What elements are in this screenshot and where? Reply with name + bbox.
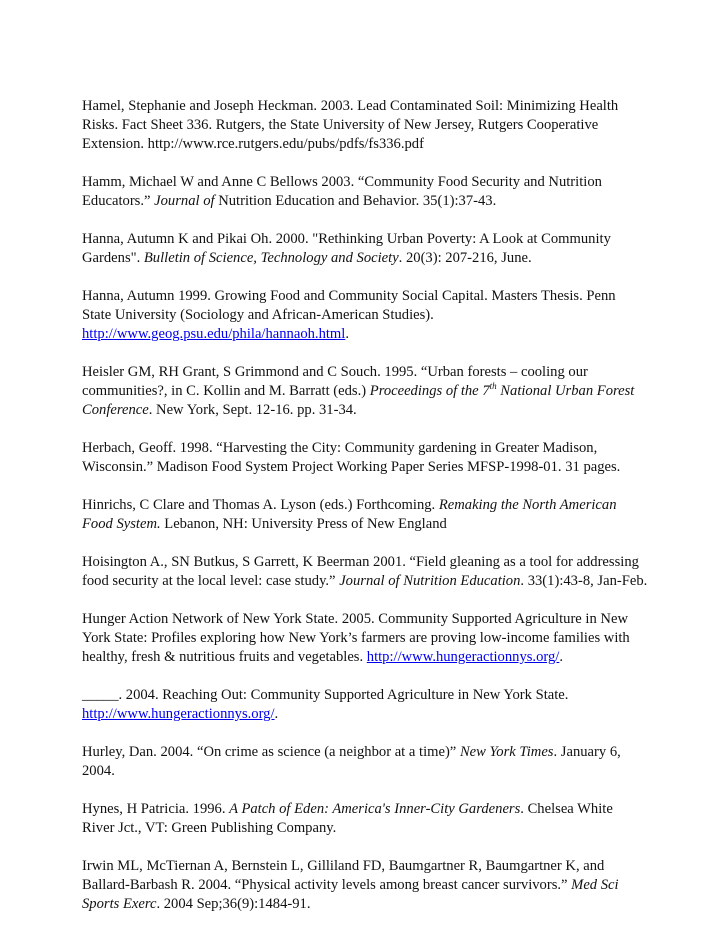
book-title: Remaking the North American Food System. <box>82 497 617 532</box>
reference-text: Hamm, Michael W and Anne C Bellows 2003. “Community Food Security and Nutrition Educators.” <box>82 174 602 209</box>
reference-list <box>82 97 648 933</box>
reference-text: Nutrition Education and Behavior. 35(1):37-43. <box>214 193 497 209</box>
reference-text: Hunger Action Network of New York State. 2005. Community Supported Agriculture in New York State: Profiles exploring how New York’s farmers are proving low-income families with healthy, fresh & nutritious fruits and vegetables. <box>82 611 630 665</box>
reference-text: Irwin ML, McTiernan A, Bernstein L, Gilliland FD, Baumgartner R, Baumgartner K, and Ballard-Barbash R. 2004. “Physical activity levels among breast cancer survivors.” <box>82 858 605 893</box>
book-title: A Patch of Eden: America's Inner-City Gardeners <box>229 801 521 817</box>
reference-text: Lebanon, NH: University Press of New England <box>160 516 447 532</box>
reference-text: . <box>345 326 349 342</box>
journal-title: Med Sci Sports Exerc <box>82 877 619 912</box>
reference-entry <box>82 496 648 534</box>
journal-title: Journal of Nutrition Education <box>339 573 521 589</box>
reference-entry <box>82 230 648 268</box>
reference-entry <box>82 363 648 420</box>
reference-text: . Chelsea White River Jct., VT: Green Publishing Company. <box>82 801 613 836</box>
reference-entry <box>82 800 648 838</box>
reference-text: Hynes, H Patricia. 1996. <box>82 801 230 817</box>
reference-text: Heisler GM, RH Grant, S Grimmond and C Souch. 1995. “Urban forests – cooling our communities?, in C. Kollin and M. Barratt (eds.) <box>82 364 588 399</box>
reference-text: . 33(1):43-8, Jan-Feb. <box>520 573 648 589</box>
reference-text: Hanna, Autumn 1999. Growing Food and Community Social Capital. Masters Thesis. Penn State University (Sociology and African-American Studies). <box>82 288 616 323</box>
ordinal-superscript: th <box>489 381 497 392</box>
reference-text: _____. 2004. Reaching Out: Community Supported Agriculture in New York State. <box>82 687 569 703</box>
reference-text: Hurley, Dan. 2004. “On crime as science (a neighbor at a time)” <box>82 744 460 760</box>
newspaper-title: New York Times <box>459 744 554 760</box>
reference-text: . 2004 Sep;36(9):1484-91. <box>156 896 311 912</box>
reference-entry <box>82 173 648 211</box>
reference-text: Hoisington A., SN Butkus, S Garrett, K Beerman 2001. “Field gleaning as a tool for addressing food security at the local level: case study.” <box>82 554 639 589</box>
proceedings-title: National Urban Forest Conference <box>82 383 635 418</box>
reference-text: . <box>559 649 563 665</box>
reference-entry <box>82 857 648 914</box>
reference-text: . <box>274 706 279 722</box>
reference-entry <box>82 610 648 667</box>
reference-text: Hamel, Stephanie and Joseph Heckman. 2003. Lead Contaminated Soil: Minimizing Health Risks. Fact Sheet 336. Rutgers, the State University of New Jersey, Rutgers Cooperative Extension. http://www.rce.rutgers.edu/pubs/pdfs/fs336.pdf <box>82 98 619 152</box>
reference-entry <box>82 439 648 477</box>
reference-entry <box>82 97 648 154</box>
journal-title: Journal of <box>154 193 215 209</box>
journal-title: Bulletin of Science, Technology and Society <box>143 250 399 266</box>
reference-text: . 20(3): 207-216, June. <box>398 250 532 266</box>
reference-text: Hinrichs, C Clare and Thomas A. Lyson (eds.) Forthcoming. <box>82 497 439 513</box>
reference-link[interactable]: http://www.hungeractionnys.org/ <box>82 706 275 722</box>
reference-text: Hanna, Autumn K and Pikai Oh. 2000. "Rethinking Urban Poverty: A Look at Community Gardens". <box>82 231 611 266</box>
reference-text: . January 6, 2004. <box>82 744 621 779</box>
reference-entry <box>82 686 648 724</box>
proceedings-title: Proceedings of the 7 <box>369 383 490 399</box>
reference-text: Herbach, Geoff. 1998. “Harvesting the City: Community gardening in Greater Madison, Wisconsin.” Madison Food System Project Working Paper Series MFSP-1998-01. 31 pages. <box>82 440 621 475</box>
reference-text: . New York, Sept. 12-16. pp. 31-34. <box>148 402 357 418</box>
reference-link[interactable]: http://www.hungeractionnys.org/ <box>366 649 560 665</box>
reference-entry <box>82 553 648 591</box>
reference-link[interactable]: http://www.geog.psu.edu/phila/hannaoh.html <box>82 326 346 342</box>
reference-entry <box>82 743 648 781</box>
reference-entry <box>82 287 648 344</box>
